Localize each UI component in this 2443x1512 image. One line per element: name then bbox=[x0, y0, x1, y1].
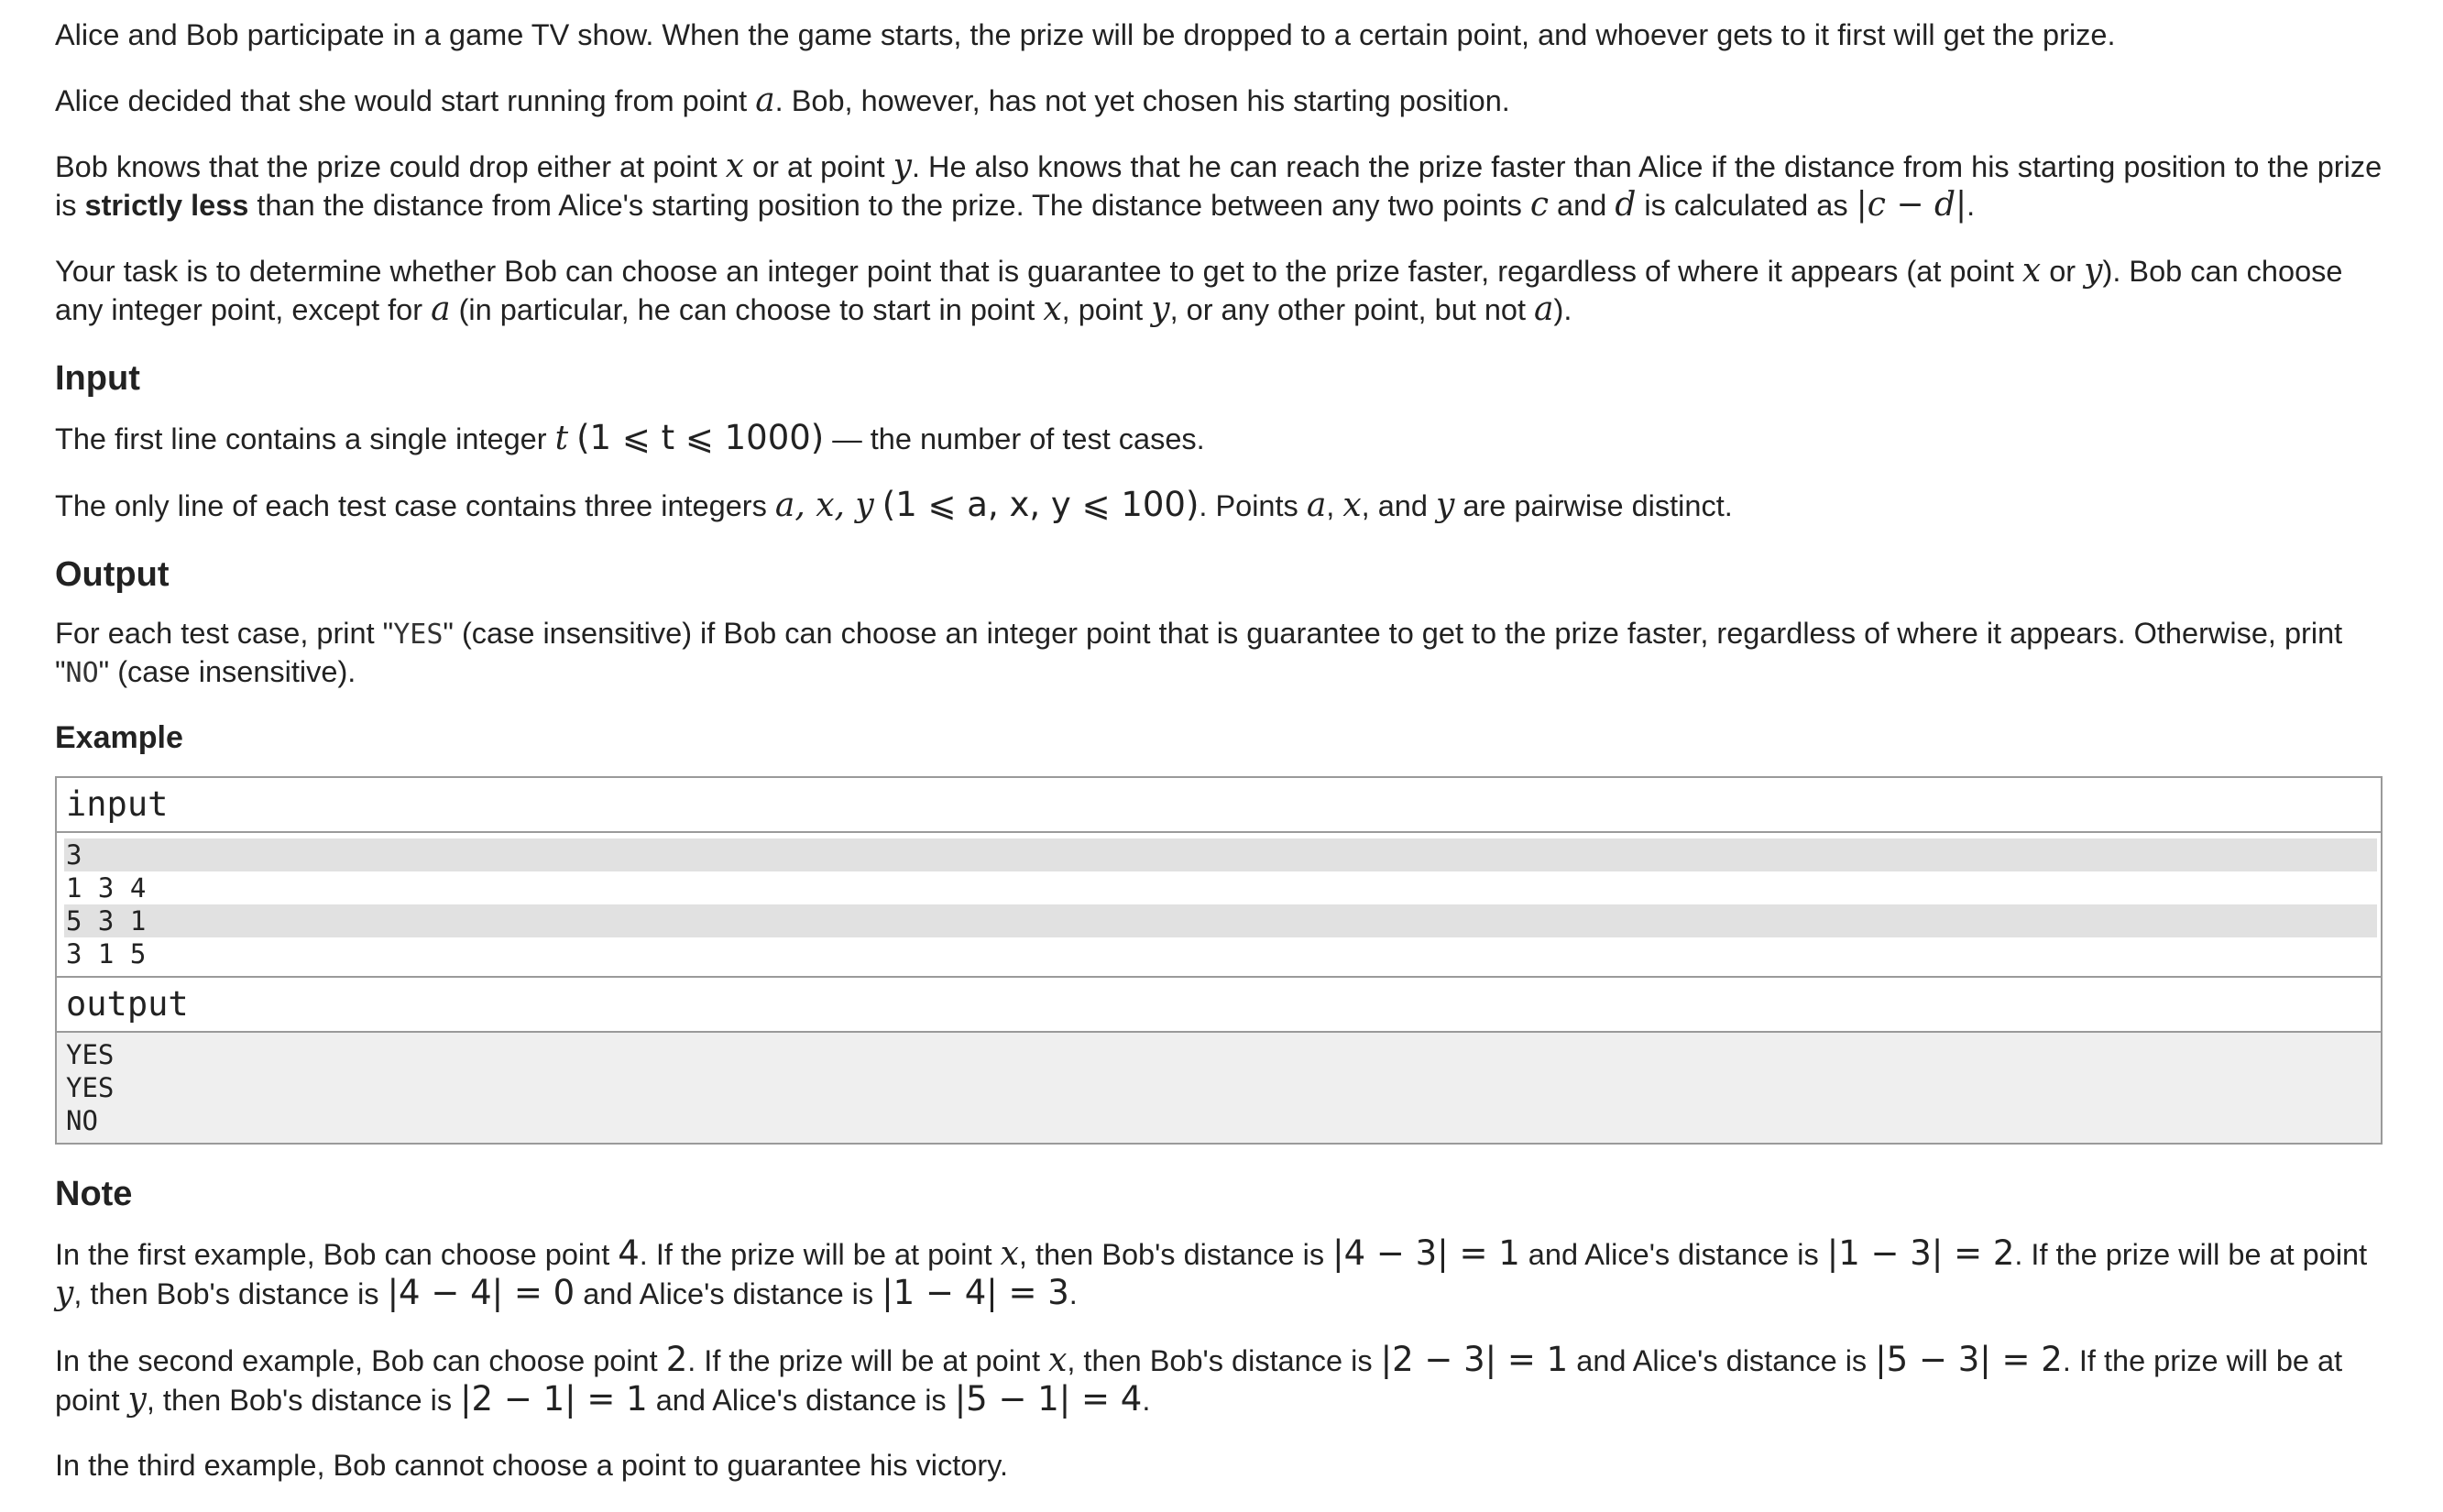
note-text: and Alice's distance is bbox=[1568, 1344, 1876, 1377]
math-expression: |1 − 4| = 3 bbox=[882, 1273, 1069, 1312]
statement-text: or at point bbox=[744, 150, 893, 183]
example-output-label: output bbox=[57, 978, 2381, 1033]
math-var-x: x bbox=[1000, 1235, 1019, 1273]
example-input-line: 3 bbox=[64, 838, 2377, 871]
math-value: 4 bbox=[618, 1233, 640, 1273]
code-no: NO bbox=[65, 657, 99, 689]
statement-paragraph-1 bbox=[55, 16, 2383, 54]
note-text: , then Bob's distance is bbox=[1067, 1344, 1381, 1377]
math-var-x: x bbox=[2021, 252, 2042, 290]
input-paragraph-1 bbox=[55, 419, 2383, 458]
math-expression: |1 − 3| = 2 bbox=[1826, 1233, 2015, 1273]
note-section bbox=[55, 1234, 2383, 1485]
math-var-y: y bbox=[1435, 487, 1455, 524]
note-text: . If the prize will be at point bbox=[687, 1344, 1049, 1377]
code-yes: YES bbox=[393, 619, 444, 651]
statement-text: ). bbox=[1553, 293, 1572, 326]
output-text: " (case insensitive) if Bob can choose an integer point that is guarantee to get to the prize faster, regardless of where it appears. Otherwise, print " bbox=[55, 617, 2343, 688]
note-paragraph-1 bbox=[55, 1234, 2383, 1313]
note-text: . If the prize will be at point bbox=[639, 1238, 1001, 1271]
math-var-y: y bbox=[1151, 290, 1170, 328]
note-text: and Alice's distance is bbox=[575, 1277, 882, 1310]
math-expression: |5 − 3| = 2 bbox=[1875, 1340, 2063, 1379]
example-input-line: 1 3 4 bbox=[66, 872, 147, 904]
statement-text: . Bob, however, has not yet chosen his starting position. bbox=[774, 84, 1510, 117]
math-abs-cd: |c − d| bbox=[1856, 186, 1967, 224]
note-paragraph-3 bbox=[55, 1447, 2383, 1485]
math-var-a: a bbox=[755, 82, 775, 119]
input-heading: Input bbox=[55, 359, 140, 398]
note-text: . bbox=[1068, 1277, 1078, 1310]
input-text: The only line of each test case contains three integers bbox=[55, 489, 775, 522]
example-input-label: input bbox=[57, 778, 2381, 833]
example-input-line: 5 3 1 bbox=[64, 904, 2377, 937]
example-output-line: NO bbox=[66, 1105, 98, 1136]
note-text: In the first example, Bob can choose point bbox=[55, 1238, 619, 1271]
input-text: , and bbox=[1361, 489, 1436, 522]
note-text: . If the prize will be at point bbox=[55, 1344, 2343, 1417]
input-paragraph-2 bbox=[55, 486, 2383, 525]
example-input-block[interactable] bbox=[57, 833, 2381, 978]
math-expression: |2 − 1| = 1 bbox=[460, 1379, 648, 1419]
input-text: — the number of test cases. bbox=[824, 422, 1205, 455]
input-text: , bbox=[1326, 489, 1343, 522]
note-text: . If the prize will be at point bbox=[2014, 1238, 2368, 1271]
math-var-x: x bbox=[1342, 487, 1362, 524]
math-var-x: x bbox=[725, 148, 745, 185]
statement-text: Alice and Bob participate in a game TV show. When the game starts, the prize will be dropped to a certain point, and whoever gets to it first will get the prize. bbox=[55, 18, 2116, 51]
note-text: In the second example, Bob can choose point bbox=[55, 1344, 666, 1377]
math-value: 2 bbox=[665, 1340, 688, 1379]
math-var-y: y bbox=[2084, 252, 2103, 290]
math-var-y: y bbox=[55, 1275, 74, 1312]
statement-text: . He also knows that he can reach the prize faster than Alice if the distance from his starting position to the prize is bbox=[55, 150, 2383, 222]
math-var-a: a bbox=[431, 290, 451, 328]
note-text: In the third example, Bob cannot choose a point to guarantee his victory. bbox=[55, 1449, 1009, 1482]
math-var-t: t bbox=[554, 420, 569, 457]
statement-paragraph-4 bbox=[55, 252, 2383, 329]
math-var-a: a bbox=[1534, 290, 1554, 328]
problem-statement bbox=[55, 16, 2383, 1512]
math-t-range: (1 ⩽ t ⩽ 1000) bbox=[576, 418, 825, 457]
statement-text: than the distance from Alice's starting position to the prize. The distance between any two points bbox=[248, 189, 1530, 222]
statement-text: Your task is to determine whether Bob can choose an integer point that is guarantee to get to the prize faster, regardless of where it appears (at point bbox=[55, 255, 2022, 288]
math-var-a: a bbox=[1306, 487, 1327, 524]
math-var-c: c bbox=[1529, 186, 1550, 224]
output-text: " (case insensitive). bbox=[98, 655, 356, 688]
statement-text: . bbox=[1966, 189, 1976, 222]
math-axy-range: (1 ⩽ a, x, y ⩽ 100) bbox=[882, 485, 1200, 524]
emphasis-strictly-less: strictly less bbox=[84, 189, 249, 222]
statement-text: (in particular, he can choose to start in point bbox=[450, 293, 1044, 326]
statement-text: Bob knows that the prize could drop either at point bbox=[55, 150, 726, 183]
math-var-x: x bbox=[1043, 290, 1062, 328]
example-heading: Example bbox=[55, 720, 183, 755]
math-expression: |4 − 4| = 0 bbox=[387, 1273, 575, 1312]
math-axy: a, x, y bbox=[774, 487, 874, 524]
output-text: For each test case, print " bbox=[55, 617, 394, 650]
note-heading: Note bbox=[55, 1175, 133, 1213]
note-text: , then Bob's distance is bbox=[1018, 1238, 1333, 1271]
example-output-line: YES bbox=[66, 1039, 115, 1070]
statement-paragraph-2 bbox=[55, 82, 2383, 120]
input-text: . Points bbox=[1199, 489, 1307, 522]
math-var-y: y bbox=[893, 148, 912, 185]
math-var-y: y bbox=[127, 1381, 147, 1419]
example-input-line: 3 1 5 bbox=[66, 938, 147, 970]
statement-text: , point bbox=[1061, 293, 1152, 326]
note-text: and Alice's distance is bbox=[1519, 1238, 1827, 1271]
statement-text: or bbox=[2041, 255, 2085, 288]
statement-text: is calculated as bbox=[1636, 189, 1857, 222]
math-expression: |4 − 3| = 1 bbox=[1332, 1233, 1520, 1273]
note-text: , then Bob's distance is bbox=[73, 1277, 388, 1310]
statement-text: and bbox=[1549, 189, 1616, 222]
example-box bbox=[55, 776, 2383, 1145]
output-paragraph bbox=[55, 615, 2383, 692]
statement-paragraph-3 bbox=[55, 148, 2383, 225]
math-expression: |2 − 3| = 1 bbox=[1380, 1340, 1569, 1379]
statement-text: ). Bob can choose any integer point, except for bbox=[55, 255, 2343, 326]
input-text: are pairwise distinct. bbox=[1454, 489, 1733, 522]
statement-text: Alice decided that she would start running from point bbox=[55, 84, 756, 117]
example-output-line: YES bbox=[66, 1072, 115, 1103]
math-expression: |5 − 1| = 4 bbox=[954, 1379, 1143, 1419]
output-heading: Output bbox=[55, 555, 170, 594]
note-text: and Alice's distance is bbox=[647, 1384, 955, 1417]
statement-text: , or any other point, but not bbox=[1169, 293, 1535, 326]
note-text: . bbox=[1142, 1384, 1151, 1417]
math-var-d: d bbox=[1615, 186, 1637, 224]
note-text: , then Bob's distance is bbox=[146, 1384, 461, 1417]
math-var-x: x bbox=[1048, 1342, 1068, 1379]
example-output-block[interactable] bbox=[57, 1033, 2381, 1143]
input-text: The first line contains a single integer bbox=[55, 422, 555, 455]
note-paragraph-2 bbox=[55, 1341, 2383, 1419]
